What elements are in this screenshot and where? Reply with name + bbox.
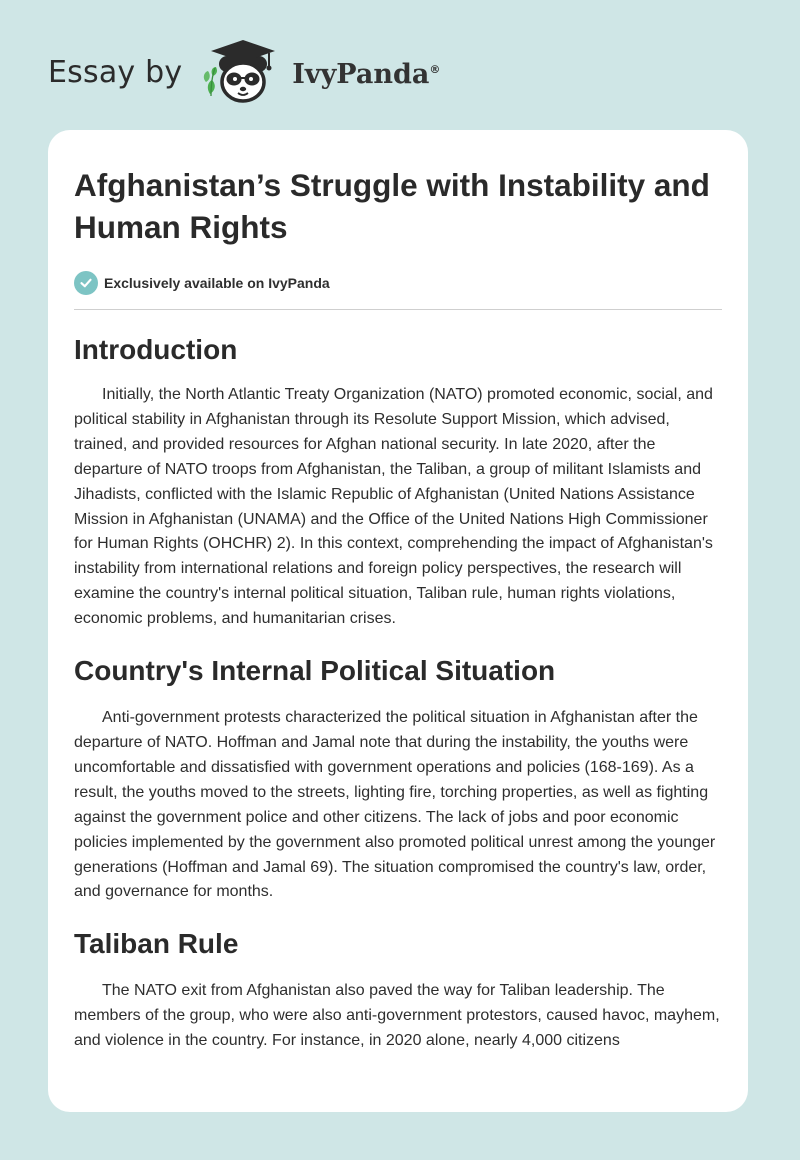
exclusive-badge <box>74 270 724 296</box>
checkmark-icon <box>74 271 98 295</box>
section-heading-taliban-rule: Taliban Rule <box>74 928 239 960</box>
section-heading-political-situation: Country's Internal Political Situation <box>74 655 556 687</box>
exclusive-badge-text: Exclusively available on IvyPanda <box>104 275 330 291</box>
paragraph-taliban-rule: The NATO exit from Afghanistan also paved the way for Taliban leadership. The members of the group, who were also anti-government protestors, caused havoc, mayhem, and violence in the country. For instance, in 2020 alone, nearly 4,000 citizens <box>74 982 720 1050</box>
essay-by-label: Essay by <box>48 54 183 90</box>
paragraph-introduction: Initially, the North Atlantic Treaty Organization (NATO) promoted economic, social, and political stability in Afghanistan through its Resolute Support Mission, which advised, trained, and provided resources for Afghan national security. In late 2020, after the departure of NATO troops from Afghanistan, the Taliban, a group of militant Islamists and Jihadists, conflicted with the Islamic Republic of Afghanistan (United Nations Assistance Mission in Afghanistan (UNAMA) and the Office of the United Nations High Commissioner for Human Rights (OHCHR) 2). In this context, comprehending the impact of Afghanistan's instability from international relations and foreign policy perspectives, the research will examine the country's internal political situation, Taliban rule, human rights violations, economic problems, and humanitarian crises. <box>74 386 713 628</box>
paragraph-political-situation: Anti-government protests characterized the political situation in Afghanistan after the departure of NATO. Hoffman and Jamal note that during the instability, the youths were uncomfortable and dissatisfied with government operations and policies (168-169). As a result, the youths moved to the streets, lighting fire, torching properties, as well as fighting against the government police and other citizens. The lack of jobs and poor economic policies implemented by the government also promoted political unrest among the younger generations (Hoffman and Jamal 69). The situation compromised the country's law, order, and governance for months. <box>74 709 716 901</box>
article-content <box>74 164 724 1054</box>
panda-graduate-icon <box>196 36 288 108</box>
article-card <box>48 130 748 1112</box>
brand-name-text: IvyPanda <box>292 58 430 90</box>
section-heading-introduction: Introduction <box>74 334 238 365</box>
article-title: Afghanistan’s Struggle with Instability and Human Rights <box>74 167 710 245</box>
title-divider <box>74 309 722 310</box>
brand-name <box>292 59 440 90</box>
registered-mark: ® <box>429 62 441 76</box>
site-header <box>48 36 468 108</box>
